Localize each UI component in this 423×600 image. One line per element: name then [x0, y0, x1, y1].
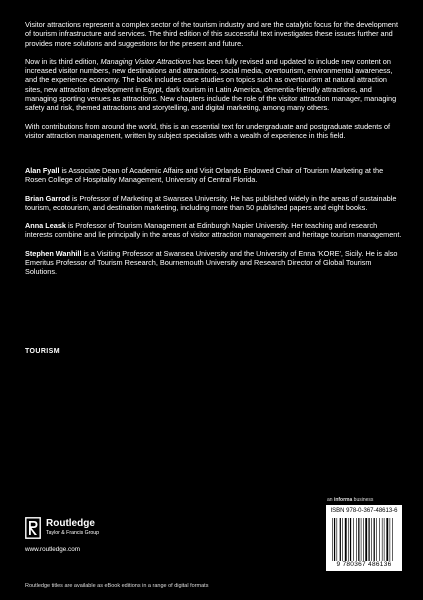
informa-suffix: business — [352, 497, 374, 503]
blurb-p2-end: has been fully revised and updated to include new content on increased visitor numbers, new destinations and attractions, social media, overtourism, environmental awareness, and the experience economy. The book includes case studies on topics such as overtourism at natural attraction sites, new attraction development in Egypt, dark tourism in Latin America, dementia-friendly attractions, and managing sporting venues as attractions. New chapters include the role of the visitor attraction manager, managing safety and risk, themed attractions and storytelling, and digital marketing, among many others. — [25, 56, 397, 113]
author-bio-text: is Professor of Tourism Management at Edinburgh Napier University. Her teaching and research interests combine and lie principally in the areas of visitor attraction management and heritage tourism management. — [25, 221, 402, 240]
publisher-group: Taylor & Francis Group — [46, 530, 100, 536]
author-name: Brian Garrod — [25, 193, 71, 203]
author-bio — [25, 166, 403, 185]
author-name: Stephen Wanhill — [25, 248, 82, 258]
author-bio-text: is a Visiting Professor at Swansea University and the University of Enna 'KORE', Sicily. He is also Emeritus Professor of Tourism Research, Bournemouth University and Research Director of Global Tourism Solutions. — [25, 248, 398, 277]
publisher-url: www.routledge.com — [25, 546, 80, 553]
subject-category: TOURISM — [25, 348, 60, 355]
author-bio — [25, 194, 403, 213]
author-bios — [25, 166, 403, 286]
isbn-text: ISBN 978-0-367-48613-6 — [330, 508, 398, 514]
barcode-icon — [332, 518, 398, 561]
isbn-barcode — [326, 505, 402, 571]
blurb-p2-start: Now in its third edition, — [25, 56, 101, 66]
blurb-paragraph-2 — [25, 57, 403, 113]
publisher-name: Routledge — [46, 518, 95, 529]
routledge-r-logo-icon — [25, 517, 41, 539]
book-blurb — [25, 20, 403, 149]
author-bio — [25, 249, 403, 277]
author-bio-text: is Associate Dean of Academic Affairs and Visit Orlando Endowed Chair of Tourism Marketing at the Rosen College of Hospitality Management, University of Central Florida. — [25, 166, 384, 185]
book-title-italic: Managing Visitor Attractions — [100, 56, 191, 66]
informa-prefix: an — [327, 497, 334, 503]
blurb-paragraph-3: With contributions from around the world, this is an essential text for undergraduate and postgraduate students of visitor attraction management, written by subject specialists with a wealth of experience in this field. — [25, 121, 391, 140]
author-name: Alan Fyall — [25, 166, 60, 175]
blurb-paragraph-1: Visitor attractions represent a complex sector of the tourism industry and are the catalytic focus for the development of tourism infrastructure and services. The third edition of this successful text investigates these issues further and provides more solutions and suggestions for the present and future. — [25, 20, 398, 48]
barcode-number: 9 780367 486136 — [336, 561, 392, 568]
author-bio-text: is Professor of Marketing at Swansea University. He has published widely in the areas of sustainable tourism, ecotourism, and destination marketing, including more than 50 published papers and eight books. — [25, 193, 397, 212]
ebook-footnote: Routledge titles are available as eBook editions in a range of digital formats — [25, 583, 209, 589]
informa-business-tag — [327, 497, 373, 503]
informa-brand: informa — [333, 497, 353, 503]
author-bio — [25, 221, 403, 240]
publisher-block — [25, 515, 185, 555]
author-name: Anna Leask — [25, 221, 66, 231]
